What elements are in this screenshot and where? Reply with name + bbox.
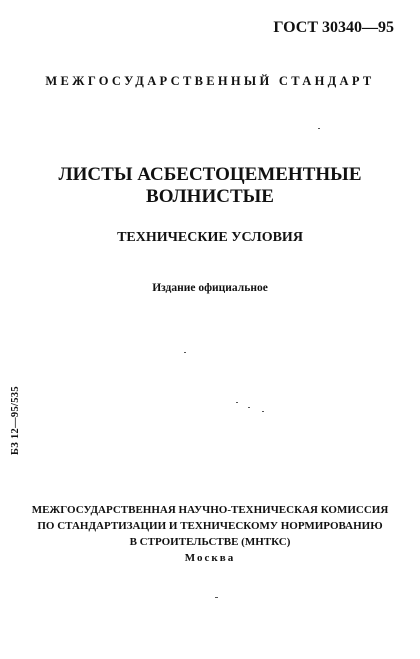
publisher-line-3: В СТРОИТЕЛЬСТВЕ (МНТКС) — [129, 536, 291, 548]
publisher-block — [0, 502, 420, 566]
scan-speck — [184, 352, 186, 353]
publisher-city: Москва — [184, 552, 236, 564]
title-line-2: ВОЛНИСТЫЕ — [146, 186, 274, 207]
print-stamp: БЗ 12—95/535 — [10, 386, 21, 455]
standard-number: ГОСТ 30340—95 — [273, 19, 394, 36]
scan-speck — [236, 402, 238, 403]
scan-speck — [262, 411, 264, 412]
document-category: МЕЖГОСУДАРСТВЕННЫЙ СТАНДАРТ — [45, 74, 375, 88]
edition-label: Издание официальное — [152, 282, 268, 294]
document-title — [0, 164, 420, 208]
scan-speck — [215, 597, 218, 598]
scan-speck — [318, 128, 320, 129]
publisher-line-2: ПО СТАНДАРТИЗАЦИИ И ТЕХНИЧЕСКОМУ НОРМИРОВАНИЮ — [37, 520, 383, 532]
scan-speck — [248, 407, 250, 408]
title-line-1: ЛИСТЫ АСБЕСТОЦЕМЕНТНЫЕ — [58, 164, 362, 185]
publisher-line-1: МЕЖГОСУДАРСТВЕННАЯ НАУЧНО-ТЕХНИЧЕСКАЯ КОМИССИЯ — [31, 504, 389, 516]
document-subtitle: ТЕХНИЧЕСКИЕ УСЛОВИЯ — [117, 230, 303, 245]
